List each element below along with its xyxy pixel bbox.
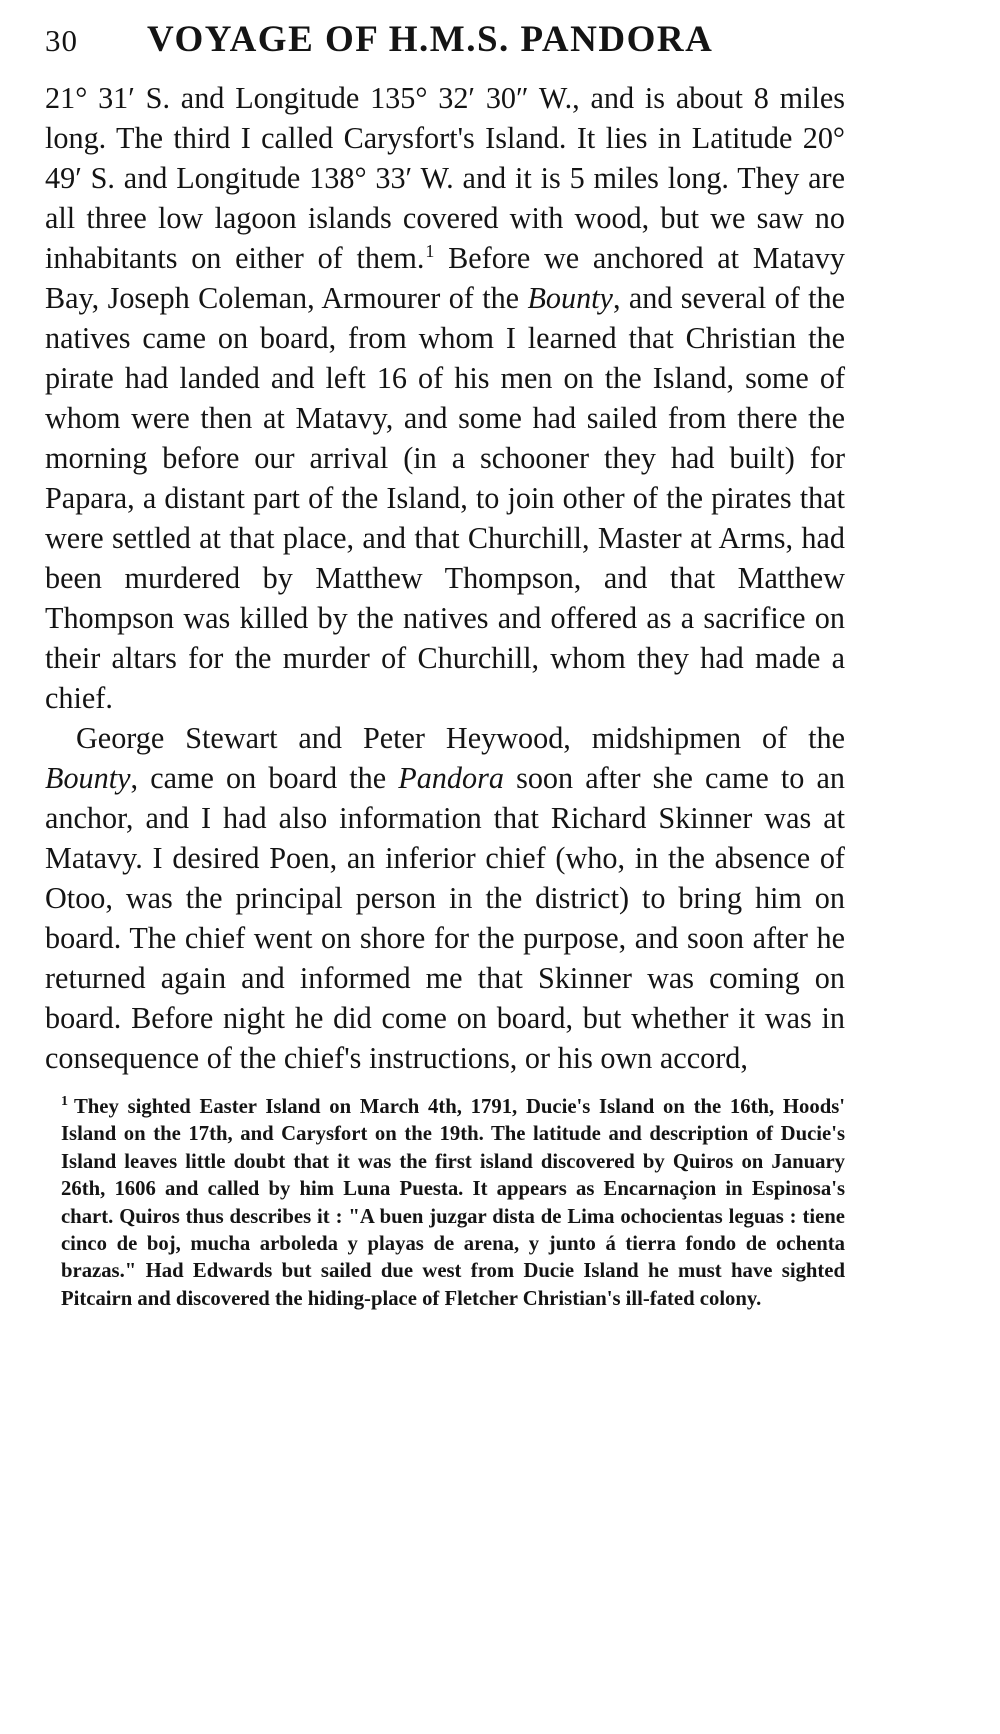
paragraph-2-text-c: soon after she came to an anchor, and I had also information that Richard Skinner was at Matavy. I desired Poen, an inferior chief (who, in the absence of Otoo, was the principal person in the district) to bring him on board. The chief went on shore for the purpose, and soon after he returned again and informed me that Skinner was coming on board. Before night he did come on board, but whether it was in consequence of the chief's instructions, or his own accord,	[45, 761, 845, 1075]
footnote	[61, 1094, 845, 1313]
paragraph-2	[45, 718, 845, 1078]
running-head	[45, 18, 845, 68]
ship-name-bounty: Bounty	[45, 761, 131, 795]
paragraph-2-text-a: George Stewart and Peter Heywood, midshipmen of the	[76, 721, 845, 755]
paragraph-2-text-b: , came on board the	[130, 761, 399, 795]
paragraph-1-text-a: 21° 31′ S. and Longitude 135° 32′ 30″ W., and is about 8 miles long. The third I called Carysfort's Island. It lies in Latitude 20° 49′ S. and Longitude 138° 33′ W. and it is 5 miles long. They are all three low lagoon islands covered with wood, but we saw no inhabitants on either of them.	[45, 81, 845, 275]
running-title: VOYAGE OF H.M.S. PANDORA	[147, 19, 714, 60]
footnote-mark: 1	[61, 1094, 68, 1110]
paragraph-1	[45, 78, 845, 718]
footnotes	[45, 1094, 845, 1313]
page-number: 30	[45, 23, 78, 58]
footnote-reference: 1	[425, 240, 435, 261]
footnote-text: They sighted Easter Island on March 4th, 1791, Ducie's Island on the 16th, Hoods' Island on the 17th, and Carysfort on the 19th. The latitude and description of Ducie's Island leaves little doubt that it was the first island discovered by Quiros on January 26th, 1606 and called by him Luna Puesta. It appears as Encarnaçion in Espinosa's chart. Quiros thus describes it : "A buen juzgar dista de Lima ochocientas leguas : tiene cinco de boj, mucha arboleda y playas de arena, y junto á tierra fondo de ochenta brazas." Had Edwards but sailed due west from Ducie Island he must have sighted Pitcairn and discovered the hiding-place of Fletcher Christian's ill-fated colony.	[61, 1096, 845, 1310]
paragraph-1-text-c: , and several of the natives came on board, from whom I learned that Christian the pirate had landed and left 16 of his men on the Island, some of whom were then at Matavy, and some had sailed from there the morning before our arrival (in a schooner they had built) for Papara, a distant part of the Island, to join other of the pirates that were settled at that place, and that Churchill, Master at Arms, had been murdered by Matthew Thompson, and that Matthew Thompson was killed by the natives and offered as a sacrifice on their altars for the murder of Churchill, whom they had made a chief.	[45, 281, 846, 715]
book-page	[45, 18, 845, 1313]
body-text	[45, 78, 845, 1078]
ship-name-pandora: Pandora	[398, 761, 504, 795]
paragraph-1-text-b: Before we anchored at Matavy Bay, Joseph Coleman, Armourer of the	[45, 241, 845, 315]
ship-name-bounty: Bounty	[527, 281, 613, 315]
